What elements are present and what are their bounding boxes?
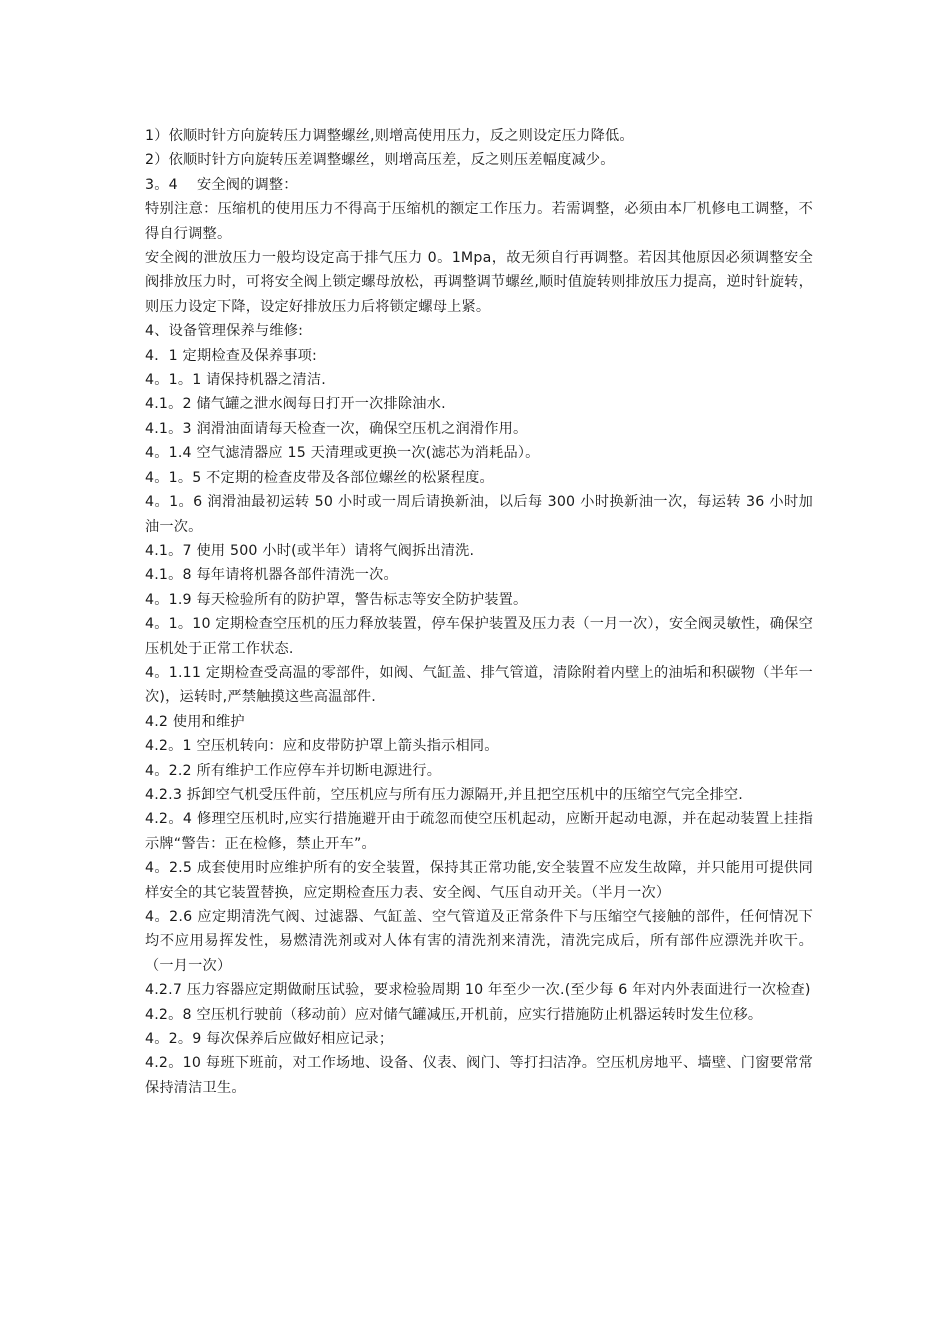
list-item: 4.1。2 储气罐之泄水阀每日打开一次排除油水. [145,396,446,413]
list-item: 4。2。9 每次保养后应做好相应记录； [145,1031,394,1048]
section-heading: 3。4 安全阀的调整： [145,176,298,193]
section-heading: 4、设备管理保养与维修: [145,323,304,340]
list-item: 4.2。10 每班下班前，对工作场地、设备、仪表、阀门、等打扫洁净。空压机房地平、墙壁、门窗要常常保持清洁卫生。 [145,1055,813,1096]
list-item: 4。2.6 应定期清洗气阀、过滤器、气缸盖、空气管道及正常条件下与压缩空气接触的部件，任何情况下均不应用易挥发性，易燃清洗剂或对人体有害的清洗剂来清洗，清洗完成后，所有部件应漂洗并吹干。（一月一次） [145,909,813,974]
list-item: 4.2。8 空压机行驶前（移动前）应对储气罐减压,开机前，应实行措施防止机器运转时发生位移。 [145,1006,763,1023]
list-item: 4.1。8 每年请将机器各部件清洗一次。 [145,567,398,584]
list-item: 4.2。4 修理空压机时,应实行措施避开由于疏忽而使空压机起动，应断开起动电源，并在起动装置上挂指示牌“警告：正在检修，禁止开车”。 [145,811,813,852]
list-item: 4。1。6 润滑油最初运转 50 小时或一周后请换新油，以后每 300 小时换新油一次，每运转 36 小时加油一次。 [145,494,813,535]
list-item: 4。1.4 空气滤清器应 15 天清理或更换一次(滤芯为消耗品）。 [145,445,540,462]
document-body [145,124,813,1100]
paragraph: 1）依顺时针方向旋转压力调整螺丝,则增高使用压力，反之则设定压力降低。 [145,128,634,144]
list-item: 4。2.2 所有维护工作应停车并切断电源进行。 [145,762,442,779]
list-item: 4。2.5 成套使用时应维护所有的安全装置，保持其正常功能,安全装置不应发生故障，并只能用可提供同样安全的其它装置替换，应定期检查压力表、安全阀、气压自动开关。（半月一次） [145,860,813,901]
section-heading: 4．1 定期检查及保养事项: [145,347,318,364]
section-heading: 4.2 使用和维护 [145,713,245,730]
list-item: 4。1。10 定期检查空压机的压力释放装置，停车保护装置及压力表（一月一次），安全阀灵敏性，确保空压机处于正常工作状态. [145,616,813,657]
list-item: 4。1.9 每天检验所有的防护罩，警告标志等安全防护装置。 [145,591,528,608]
list-item: 4。1.11 定期检查受高温的零部件，如阀、气缸盖、排气管道，清除附着内壁上的油垢和积碳物（半年一次)，运转时,严禁触摸这些高温部件. [145,664,813,706]
list-item: 4。1。1 请保持机器之清洁. [145,372,326,389]
paragraph: 2）依顺时针方向旋转压差调整螺丝，则增高压差，反之则压差幅度减少。 [145,152,615,169]
list-item: 4.2。1 空压机转向：应和皮带防护罩上箭头指示相同。 [145,738,499,755]
list-item: 4.2.7 压力容器应定期做耐压试验，要求检验周期 10 年至少一次.(至少每 6 年对内外表面进行一次检查) [145,982,811,999]
list-item: 4。1。5 不定期的检查皮带及各部位螺丝的松紧程度。 [145,469,494,486]
paragraph: 安全阀的泄放压力一般均设定高于排气压力 0。1Mpa，故无须自行再调整。若因其他原因必须调整安全阀排放压力时，可将安全阀上锁定螺母放松，再调整调节螺丝,顺时值旋转则排放压力提高，逆时针旋转，则压力设定下降，设定好排放压力后将锁定螺母上紧。 [145,250,813,315]
paragraph: 特别注意：压缩机的使用压力不得高于压缩机的额定工作压力。若需调整，必须由本厂机修电工调整，不得自行调整。 [145,201,813,242]
list-item: 4.2.3 拆卸空气机受压件前，空压机应与所有压力源隔开,并且把空压机中的压缩空气完全排空. [145,786,743,803]
list-item: 4.1。3 润滑油面请每天检查一次，确保空压机之润滑作用。 [145,420,528,437]
list-item: 4.1。7 使用 500 小时(或半年）请将气阀拆出清洗. [145,542,475,559]
